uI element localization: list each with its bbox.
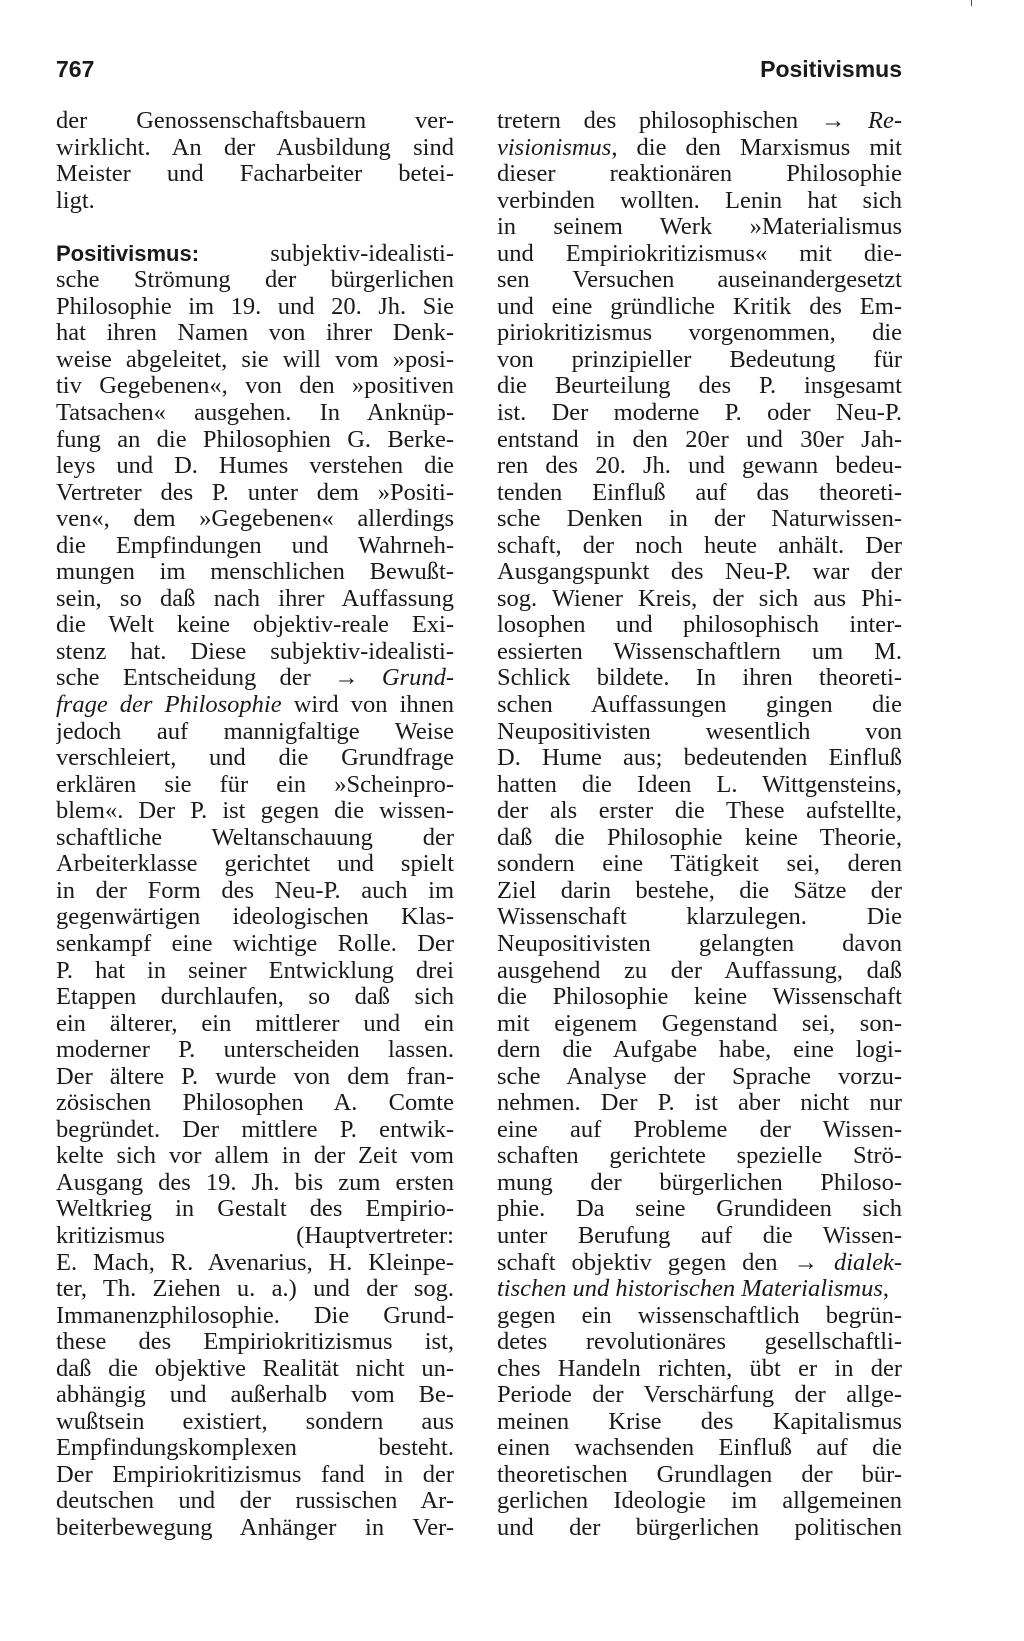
text-line: visionismus, die den Marxismus mit — [497, 134, 902, 161]
text-line: erklären sie für ein »Scheinpro- — [56, 771, 454, 798]
text-line: ren des 20. Jh. und gewann bedeu- — [497, 453, 902, 480]
text-line: Wissenschaft klarzulegen. Die — [497, 904, 902, 931]
entry-lemma: Positivismus: — [56, 240, 200, 266]
text-line: hat ihren Namen von ihrer Denk- — [56, 320, 454, 347]
text-line: piriokritizismus vorgenommen, die — [497, 320, 902, 347]
text-line: schen Auffassungen gingen die — [497, 692, 902, 719]
text-line: Neupositivisten gelangten davon — [497, 930, 902, 957]
body-lines — [497, 1303, 902, 1542]
text-line: und eine gründliche Kritik des Em- — [497, 293, 902, 320]
text-line: Positivismus: subjektiv-idealisti- — [56, 240, 454, 267]
text-line: von prinzipieller Bedeutung für — [497, 346, 902, 373]
text-line: ein älterer, ein mittlerer und ein — [56, 1010, 454, 1037]
text-line: tischen und historischen Materialismus, — [497, 1276, 889, 1303]
arrow-icon: → — [334, 665, 359, 692]
body-lines — [56, 267, 454, 665]
text-line: verschleiert, und die Grundfrage — [56, 745, 454, 772]
text-line: ausgehend zu der Auffassung, daß — [497, 957, 902, 984]
cross-reference: frage der Philosophie — [56, 692, 282, 719]
text-line: eine auf Probleme der Wissen- — [497, 1116, 902, 1143]
cross-reference: visionismus — [497, 134, 612, 161]
text-line: Ziel darin bestehe, die Sätze der — [497, 877, 902, 904]
text-line: these des Empiriokritizismus ist, — [56, 1329, 454, 1356]
text-line: Tatsachen« ausgehen. In Anknüp- — [56, 400, 454, 427]
text-line: Vertreter des P. unter dem »Positi- — [56, 479, 454, 506]
text-line: tenden Einfluß auf das theoreti- — [497, 479, 902, 506]
cross-reference: dialek- — [818, 1249, 902, 1276]
text-line: stenz hat. Diese subjektiv-idealisti- — [56, 638, 454, 665]
body-lines — [56, 719, 454, 1542]
text-line: tretern des philosophischen → Re- — [497, 108, 902, 134]
text-line: Etappen durchlaufen, so daß sich — [56, 984, 454, 1011]
text-line: kritizismus (Hauptvertreter: — [56, 1222, 454, 1249]
text-line: Neupositivisten wesentlich von — [497, 718, 902, 745]
arrow-icon: → — [820, 108, 846, 134]
page-header — [56, 52, 902, 86]
text-line: sein, so daß nach ihrer Auffassung — [56, 585, 454, 612]
text-line: Philosophie im 19. und 20. Jh. Sie — [56, 293, 454, 320]
text-line: kelte sich vor allem in der Zeit vom — [56, 1143, 454, 1170]
text-line: Ausgang des 19. Jh. bis zum ersten — [56, 1169, 454, 1196]
text-line: und der bürgerlichen politischen — [497, 1514, 902, 1541]
text-line: daß die Philosophie keine Theorie, — [497, 824, 902, 851]
text-line: mungen im menschlichen Bewußt- — [56, 559, 454, 586]
text-line: verbinden wollten. Lenin hat sich — [497, 187, 902, 214]
entry-positivismus — [56, 241, 454, 1542]
text-line: Immanenzphilosophie. Die Grund- — [56, 1302, 454, 1329]
text-line: Schlick bildete. In ihren theoreti- — [497, 665, 902, 692]
text-line: Arbeiterklasse gerichtet und spielt — [56, 851, 454, 878]
text-line: sen Versuchen auseinandergesetzt — [497, 267, 902, 294]
text-line: in der Form des Neu-P. auch im — [56, 877, 454, 904]
arrow-icon: → — [793, 1249, 819, 1276]
text-line: beiterbewegung Anhänger in Ver- — [56, 1514, 454, 1541]
intro-paragraph — [56, 108, 454, 214]
text-line: Periode der Verschärfung der allge- — [497, 1382, 902, 1409]
body-lines — [497, 161, 902, 1249]
text-line: gegen ein wissenschaftlich begrün- — [497, 1302, 902, 1329]
text-line: E. Mach, R. Avenarius, H. Kleinpe- — [56, 1249, 454, 1276]
text-line: abhängig und außerhalb vom Be- — [56, 1382, 454, 1409]
text-line: wirklicht. An der Ausbildung sind — [56, 134, 454, 161]
text-line: gerlichen Ideologie im allgemeinen — [497, 1488, 902, 1515]
text-line: essierten Wissenschaftlern um M. — [497, 638, 902, 665]
text-line: nehmen. Der P. ist aber nicht nur — [497, 1090, 902, 1117]
text-line: sog. Wiener Kreis, der sich aus Phi- — [497, 585, 902, 612]
text-line: phie. Da seine Grundideen sich — [497, 1196, 902, 1223]
text-line: ligt. — [56, 187, 95, 214]
text-line: frage der Philosophie wird von ihnen — [56, 692, 454, 719]
text-line: gegenwärtigen ideologischen Klas- — [56, 904, 454, 931]
text-line: der als erster die These aufstellte, — [497, 798, 902, 825]
text-line: fung an die Philosophien G. Berke- — [56, 426, 454, 453]
text-line: tiv Gegebenen«, von den »positiven — [56, 373, 454, 400]
text-line: Der Empiriokritizismus fand in der — [56, 1461, 454, 1488]
text-line: sche Denken in der Naturwissen- — [497, 506, 902, 533]
text-line: theoretischen Grundlagen der bür- — [497, 1461, 902, 1488]
text-line: mung der bürgerlichen Philoso- — [497, 1169, 902, 1196]
text-line: und Empiriokritizismus« mit die- — [497, 240, 902, 267]
text-line: P. hat in seiner Entwicklung drei — [56, 957, 454, 984]
text-line: D. Hume aus; bedeutenden Einfluß — [497, 745, 902, 772]
cross-reference: Grund- — [358, 665, 454, 692]
text-line: die Philosophie keine Wissenschaft — [497, 984, 902, 1011]
text-line: detes revolutionäres gesellschaftli- — [497, 1329, 902, 1356]
text-line: schaft objektiv gegen den → dialek- — [497, 1249, 902, 1276]
text-line: schaftliche Weltanschauung der — [56, 824, 454, 851]
text-line: schaften gerichtete spezielle Strö- — [497, 1143, 902, 1170]
text-line: der Genossenschaftsbauern ver- — [56, 108, 454, 134]
text-line: begründet. Der mittlere P. entwik- — [56, 1116, 454, 1143]
text-line: entstand in den 20er und 30er Jah- — [497, 426, 902, 453]
text-line: zösischen Philosophen A. Comte — [56, 1090, 454, 1117]
text-line: Ausgangspunkt des Neu-P. war der — [497, 559, 902, 586]
right-column — [497, 108, 902, 1542]
cross-reference: Re- — [845, 108, 902, 134]
text-line: jedoch auf mannigfaltige Weise — [56, 718, 454, 745]
text-line: sche Strömung der bürgerlichen — [56, 267, 454, 294]
text-line: Meister und Facharbeiter betei- — [56, 161, 454, 188]
text-line: leys und D. Humes verstehen die — [56, 453, 454, 480]
text-line: losophen und philosophisch inter- — [497, 612, 902, 639]
text-line: dern die Aufgabe habe, eine logi- — [497, 1037, 902, 1064]
text-line: ist. Der moderne P. oder Neu-P. — [497, 400, 902, 427]
text-line: senkampf eine wichtige Rolle. Der — [56, 930, 454, 957]
text-line: sche Analyse der Sprache vorzu- — [497, 1063, 902, 1090]
corner-mark — [965, 0, 972, 6]
text-line: mit eigenem Gegenstand sei, son- — [497, 1010, 902, 1037]
text-line: ter, Th. Ziehen u. a.) und der sog. — [56, 1276, 454, 1303]
text-line: moderner P. unterscheiden lassen. — [56, 1037, 454, 1064]
text-line: die Welt keine objektiv-reale Exi- — [56, 612, 454, 639]
text-line: in seinem Werk »Materialismus — [497, 214, 902, 241]
text-line: weise abgeleitet, sie will vom »posi- — [56, 346, 454, 373]
text-line: einen wachsenden Einfluß auf die — [497, 1435, 902, 1462]
text-line: sondern eine Tätigkeit sei, deren — [497, 851, 902, 878]
cross-reference: tischen und historischen Materialismus — [497, 1276, 883, 1303]
text-line: Empfindungskomplexen besteht. — [56, 1435, 454, 1462]
text-line: die Beurteilung des P. insgesamt — [497, 373, 902, 400]
text-line: schaft, der noch heute anhält. Der — [497, 532, 902, 559]
left-column — [56, 108, 454, 1542]
running-head: Positivismus — [760, 56, 902, 82]
text-line: sche Entscheidung der → Grund- — [56, 665, 454, 692]
text-line: deutschen und der russischen Ar- — [56, 1488, 454, 1515]
text-line: meinen Krise des Kapitalismus — [497, 1408, 902, 1435]
text-line: die Empfindungen und Wahrneh- — [56, 532, 454, 559]
text-line: ven«, dem »Gegebenen« allerdings — [56, 506, 454, 533]
text-line: daß die objektive Realität nicht un- — [56, 1355, 454, 1382]
text-line: blem«. Der P. ist gegen die wissen- — [56, 798, 454, 825]
page-number: 767 — [56, 56, 95, 82]
text-line: Weltkrieg in Gestalt des Empirio- — [56, 1196, 454, 1223]
text-line: wußtsein existiert, sondern aus — [56, 1408, 454, 1435]
text-line: dieser reaktionären Philosophie — [497, 161, 902, 188]
text-line: ches Handeln richten, übt er in der — [497, 1355, 902, 1382]
text-line: hatten die Ideen L. Wittgensteins, — [497, 771, 902, 798]
text-line: Der ältere P. wurde von dem fran- — [56, 1063, 454, 1090]
text-line: unter Berufung auf die Wissen- — [497, 1222, 902, 1249]
